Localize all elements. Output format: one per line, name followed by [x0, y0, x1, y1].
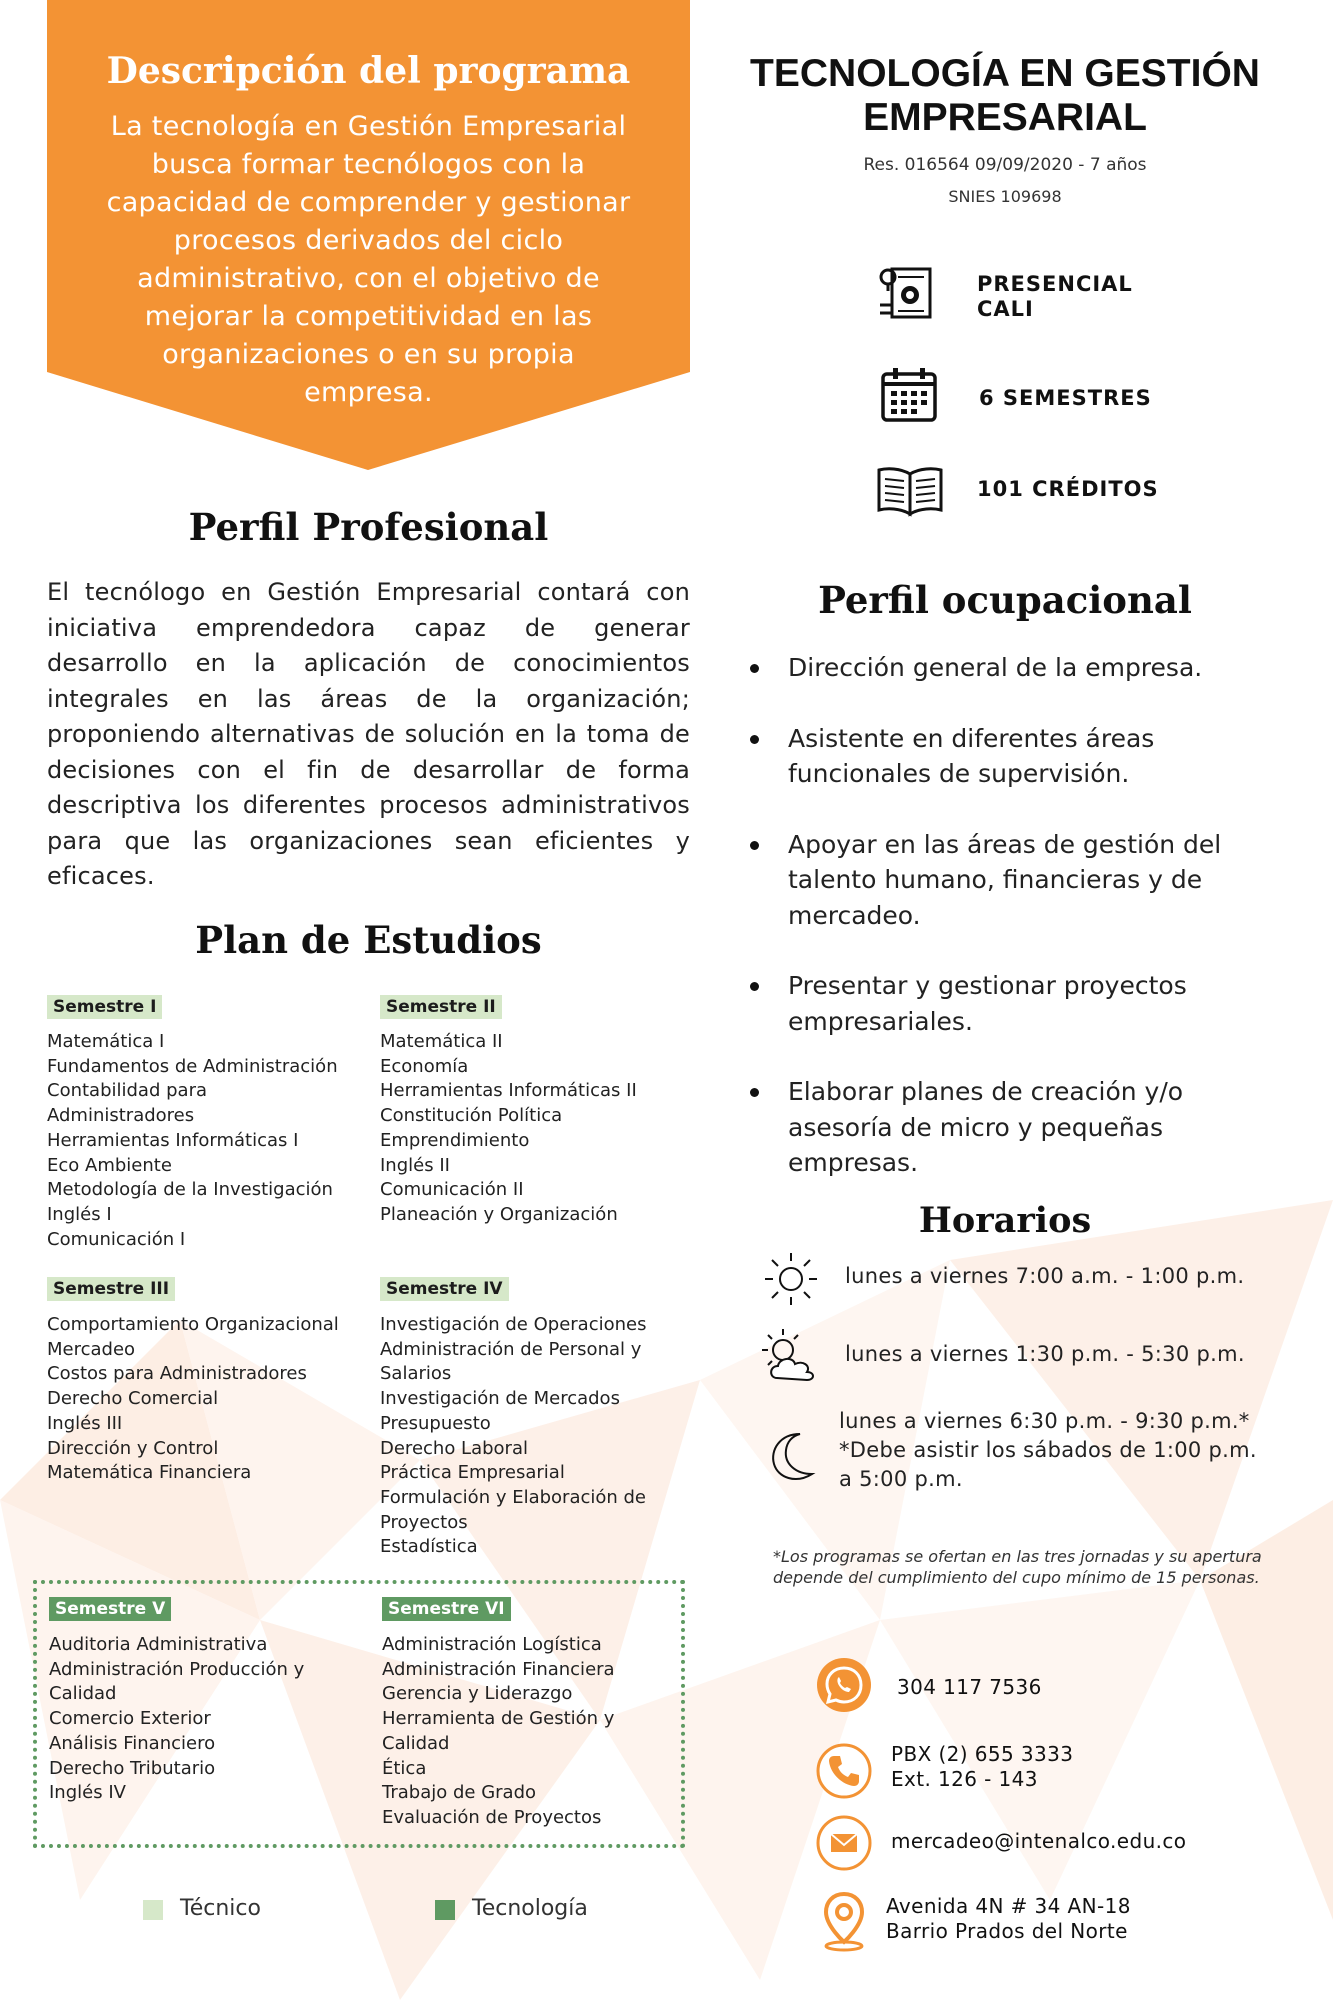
course-item: Derecho Tributario [49, 1757, 216, 1779]
semester-badge: Semestre I [47, 995, 162, 1019]
semester-courses [382, 1633, 615, 1831]
bullet-icon [750, 735, 759, 744]
legend-tecnologia-label: Tecnología [472, 1896, 588, 1921]
course-item: Matemática II [380, 1031, 503, 1052]
schedule-night [839, 1407, 1257, 1494]
course-item: Investigación de Mercados [380, 1388, 620, 1410]
course-item: Costos para Administradores [47, 1363, 307, 1385]
list-item [748, 827, 1288, 934]
whatsapp-icon [815, 1656, 873, 1714]
whatsapp-number[interactable]: 304 117 7536 [897, 1675, 1042, 1699]
list-item [748, 968, 1288, 1039]
presencial-icon [878, 265, 936, 323]
semester-courses [47, 1030, 338, 1252]
schedule-afternoon: lunes a viernes 1:30 p.m. - 5:30 p.m. [845, 1342, 1245, 1366]
schedule-night-note: *Debe asistir los sábados de 1:00 p.m. [839, 1438, 1257, 1462]
address-neighborhood: Barrio Prados del Norte [886, 1919, 1128, 1943]
course-item: Contabilidad para [47, 1080, 207, 1102]
course-item: Economía [380, 1055, 469, 1077]
calendar-icon [880, 366, 938, 424]
course-item: Matemática Financiera [47, 1462, 252, 1484]
perfil-ocupacional-list [748, 650, 1288, 1216]
plan-estudios-heading: Plan de Estudios [195, 918, 542, 962]
course-item: Estadística [380, 1536, 478, 1558]
course-item: Planeación y Organización [380, 1203, 618, 1225]
horarios-heading: Horarios [918, 1200, 1092, 1241]
course-item: Práctica Empresarial [380, 1462, 565, 1484]
course-item: Comportamiento Organizacional [47, 1314, 339, 1335]
list-item [748, 721, 1288, 792]
perfil-profesional-text: El tecnólogo en Gestión Empresarial contará con iniciativa emprendedora capaz de generar desarrollo en la aplicación de conocimientos integrales en las áreas de la organización; proponiendo alternativas de solución en la toma de decisiones con el fin de desarrollar de forma descriptiva los diferentes procesos administrativos para que las organizaciones sean eficientes y eficaces. [47, 578, 690, 890]
course-item: Inglés II [380, 1154, 450, 1176]
list-item-text: Dirección general de la empresa. [788, 653, 1203, 682]
course-item: Constitución Política [380, 1105, 563, 1127]
program-title-line2: EMPRESARIAL [863, 96, 1147, 139]
legend-tecnico-swatch [143, 1900, 163, 1920]
bullet-icon [750, 841, 759, 850]
phone-icon [815, 1742, 873, 1800]
course-item: Herramientas Informáticas II [380, 1080, 637, 1102]
list-item [748, 1074, 1288, 1181]
schedule-footnote: *Los programas se ofertan en las tres jornadas y su apertura depende del cumplimiento del cupo mínimo de 15 personas. [773, 1547, 1262, 1587]
course-item: Análisis Financiero [49, 1732, 216, 1754]
semester-courses [380, 1030, 637, 1228]
semester-badge: Semestre VI [382, 1597, 511, 1621]
perfil-profesional-heading: Perfil Profesional [188, 505, 549, 549]
course-item: Trabajo de Grado [382, 1782, 537, 1804]
email-icon [815, 1814, 873, 1872]
course-item: Investigación de Operaciones [380, 1314, 647, 1335]
course-item: Ética [382, 1757, 427, 1779]
list-item-text: Presentar y gestionar proyectos empresariales. [788, 971, 1187, 1036]
semester-courses [380, 1313, 646, 1560]
course-item: Administración Logística [382, 1634, 602, 1655]
course-item: Derecho Comercial [47, 1388, 219, 1410]
list-item-text: Elaborar planes de creación y/o asesoría de micro y pequeñas empresas. [788, 1077, 1184, 1177]
pbx-info[interactable] [891, 1742, 1073, 1792]
sun-icon [762, 1250, 820, 1308]
pbx-extension: Ext. 126 - 143 [891, 1767, 1038, 1791]
course-item: Comunicación I [47, 1228, 186, 1250]
list-item-text: Asistente en diferentes áreas funcionales de supervisión. [788, 723, 1155, 788]
schedule-night-note-end: a 5:00 p.m. [839, 1467, 963, 1491]
legend-tecnico-label: Técnico [180, 1896, 261, 1921]
modality-label [977, 272, 1133, 322]
bullet-icon [750, 664, 759, 673]
credits-count: 101 CRÉDITOS [977, 477, 1159, 501]
list-item [748, 650, 1288, 686]
perfil-ocupacional-heading: Perfil ocupacional [818, 578, 1192, 622]
course-item: Gerencia y Liderazgo [382, 1683, 573, 1705]
modality-city: CALI [977, 297, 1034, 321]
book-icon [875, 462, 945, 520]
course-item: Presupuesto [380, 1412, 491, 1434]
address-street: Avenida 4N # 34 AN-18 [886, 1894, 1131, 1918]
semesters-count: 6 SEMESTRES [979, 386, 1152, 410]
course-item: Salarios [380, 1363, 452, 1385]
banner-text: La tecnología en Gestión Empresarial busca formar tecnólogos con la capacidad de comprender y gestionar procesos derivados del ciclo administrativo, con el objetivo de mejorar la competitividad en las organizaciones o en su propia empresa. [106, 111, 631, 408]
bullet-icon [750, 1088, 759, 1097]
course-item: Administradores [47, 1105, 195, 1127]
semester-badge: Semestre V [49, 1597, 171, 1621]
course-item: Mercadeo [47, 1338, 136, 1360]
course-item: Administración de Personal y [380, 1338, 642, 1360]
banner-title: Descripción del programa [106, 50, 631, 92]
course-item: Calidad [49, 1683, 117, 1705]
course-item: Administración Financiera [382, 1658, 615, 1680]
pbx-number[interactable]: PBX (2) 655 3333 [891, 1742, 1074, 1766]
semester-badge: Semestre II [380, 995, 502, 1019]
course-item: Matemática I [47, 1031, 165, 1052]
moon-icon [762, 1428, 820, 1486]
schedule-night-time: lunes a viernes 6:30 p.m. - 9:30 p.m.* [839, 1409, 1250, 1433]
legend-tecnologia-swatch [435, 1900, 455, 1920]
program-title [735, 52, 1275, 140]
course-item: Inglés IV [49, 1782, 126, 1804]
course-item: Metodología de la Investigación [47, 1179, 333, 1201]
course-item: Auditoria Administrativa [49, 1634, 268, 1655]
course-item: Dirección y Control [47, 1437, 219, 1459]
program-title-line1: TECNOLOGÍA EN GESTIÓN [750, 52, 1260, 95]
schedule-morning: lunes a viernes 7:00 a.m. - 1:00 p.m. [845, 1264, 1245, 1288]
list-item-text: Apoyar en las áreas de gestión del talento humano, financieras y de mercadeo. [788, 829, 1222, 930]
course-item: Herramientas Informáticas I [47, 1129, 299, 1151]
location-pin-icon [815, 1890, 873, 1952]
course-item: Formulación y Elaboración de [380, 1486, 647, 1508]
bullet-icon [750, 982, 759, 991]
course-item: Derecho Laboral [380, 1437, 528, 1459]
semester-courses [49, 1633, 304, 1806]
address [886, 1894, 1131, 1944]
course-item: Eco Ambiente [47, 1154, 172, 1176]
course-item: Comercio Exterior [49, 1708, 211, 1730]
sun-cloud-icon [757, 1326, 825, 1386]
course-item: Inglés I [47, 1203, 112, 1225]
semester-courses [47, 1313, 339, 1486]
course-item: Fundamentos de Administración [47, 1055, 338, 1077]
course-item: Herramienta de Gestión y [382, 1708, 615, 1730]
email-address[interactable]: mercadeo@intenalco.edu.co [891, 1829, 1187, 1853]
course-item: Proyectos [380, 1511, 468, 1533]
course-item: Inglés III [47, 1412, 123, 1434]
course-item: Evaluación de Proyectos [382, 1806, 602, 1828]
semester-badge: Semestre IV [380, 1277, 509, 1301]
snies-code: SNIES 109698 [948, 187, 1062, 206]
course-item: Calidad [382, 1732, 450, 1754]
course-item: Emprendimiento [380, 1129, 530, 1151]
course-item: Administración Producción y [49, 1658, 305, 1680]
resolution-text: Res. 016564 09/09/2020 - 7 años [863, 155, 1147, 175]
modality-line1: PRESENCIAL [977, 272, 1133, 296]
semester-badge: Semestre III [47, 1277, 175, 1301]
course-item: Comunicación II [380, 1179, 524, 1201]
